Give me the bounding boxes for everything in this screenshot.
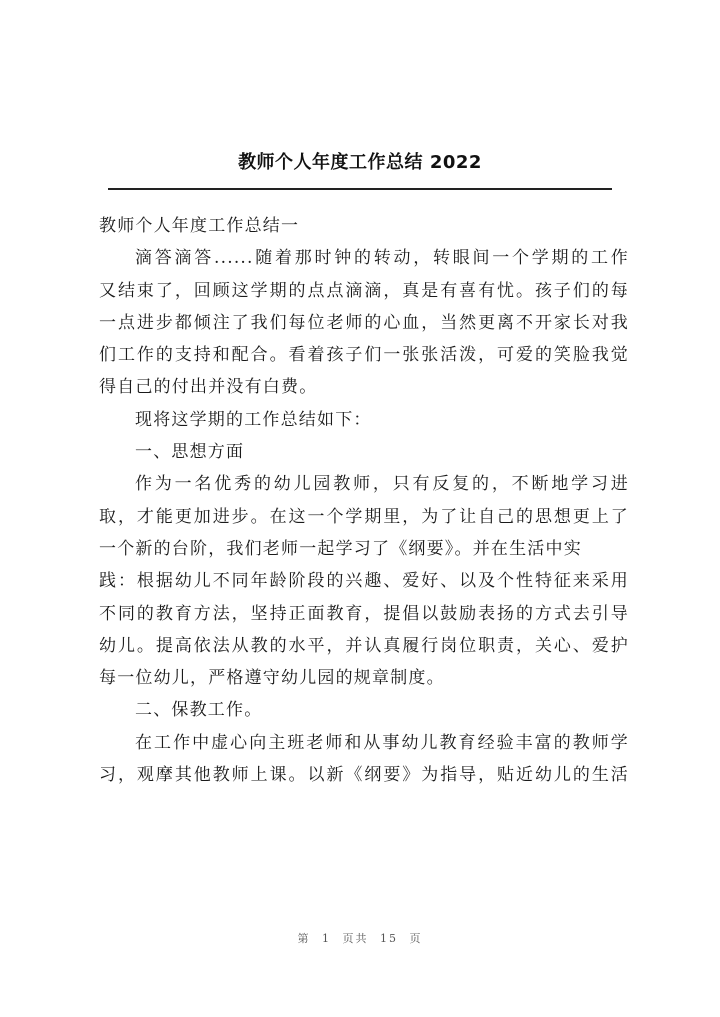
total-pages-number: 15 (380, 932, 398, 945)
current-page-number: 1 (322, 932, 331, 945)
paragraph-line: 幼儿。提高依法从教的水平，并认真履行岗位职责，关心、爱护 (99, 635, 629, 656)
title-underline (108, 188, 612, 190)
paragraph-line: 们工作的支持和配合。看着孩子们一张张活泼，可爱的笑脸我觉 (99, 345, 629, 366)
footer-prefix: 第 (297, 932, 311, 945)
footer-middle: 页共 (342, 932, 369, 945)
document-title: 教师个人年度工作总结 2022 (238, 152, 482, 173)
paragraph-line: 践：根据幼儿不同年龄阶段的兴趣、爱好、以及个性特征来采用 (99, 571, 629, 592)
paragraph-line: 取，才能更加进步。在这一个学期里，为了让自己的思想更上了 (99, 506, 629, 527)
paragraph-line: 现将这学期的工作总结如下： (135, 409, 372, 430)
page-footer (0, 930, 720, 946)
paragraph-line: 在工作中虚心向主班老师和从事幼儿教育经验丰富的教师学 (135, 732, 629, 753)
paragraph-line: 又结束了，回顾这学期的点点滴滴，真是有喜有忧。孩子们的每 (99, 280, 629, 301)
paragraph-line: 习，观摩其他教师上课。以新《纲要》为指导，贴近幼儿的生活 (99, 765, 629, 786)
paragraph-line: 一个新的台阶，我们老师一起学习了《纲要》。并在生活中实 (99, 538, 582, 559)
paragraph-line: 每一位幼儿，严格遵守幼儿园的规章制度。 (99, 668, 445, 689)
paragraph-line: 不同的教育方法，坚持正面教育，提倡以鼓励表扬的方式去引导 (99, 603, 629, 624)
footer-suffix: 页 (409, 932, 423, 945)
section-heading: 二、保教工作。 (135, 700, 263, 721)
paragraph-line: 滴答滴答......随着那时钟的转动，转眼间一个学期的工作 (135, 248, 629, 269)
document-body (99, 210, 629, 791)
paragraph-line: 作为一名优秀的幼儿园教师，只有反复的，不断地学习进 (135, 474, 629, 495)
paragraph-line: 一点进步都倾注了我们每位老师的心血，当然更离不开家长对我 (99, 312, 629, 333)
section-heading: 教师个人年度工作总结一 (99, 216, 300, 236)
section-heading: 一、思想方面 (135, 442, 245, 463)
paragraph-line: 得自己的付出并没有白费。 (99, 377, 318, 398)
